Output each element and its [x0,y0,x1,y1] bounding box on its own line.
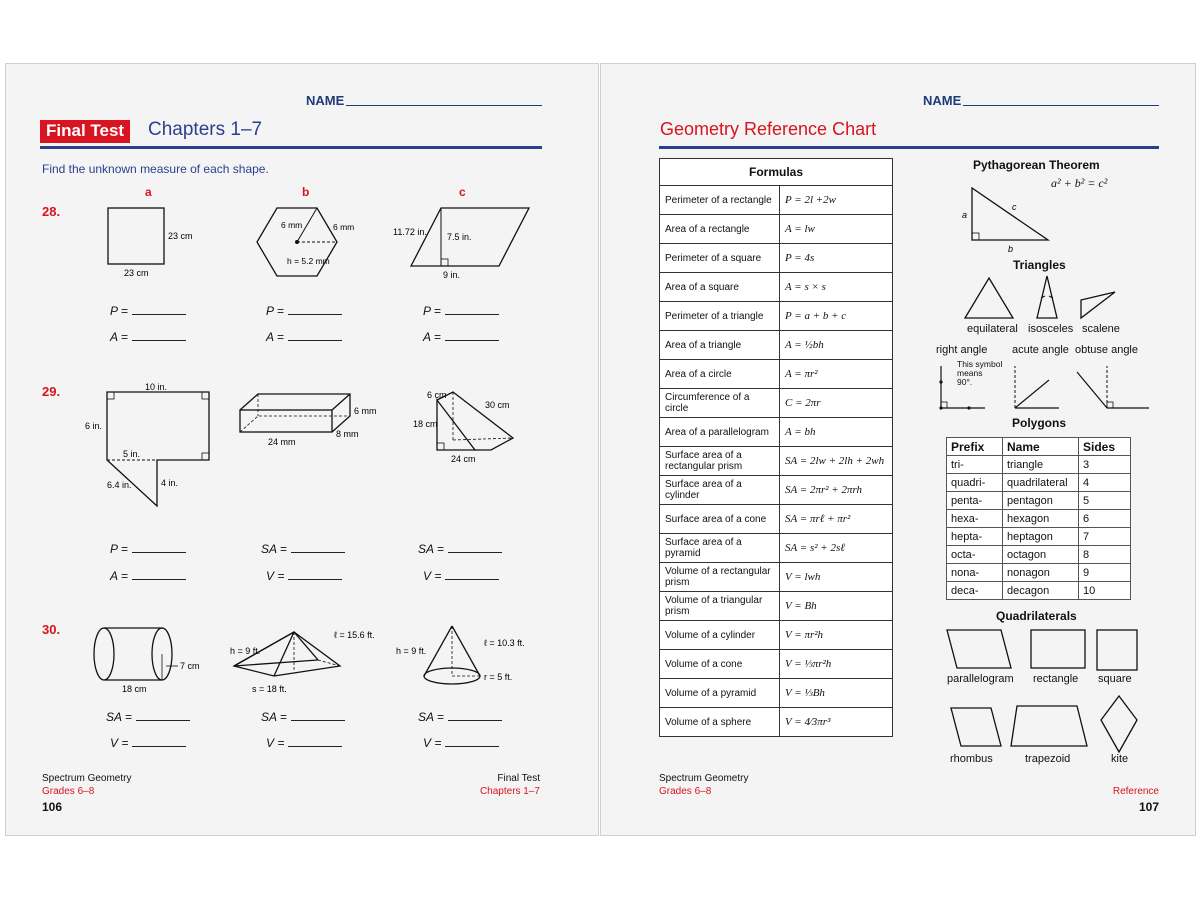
prism-length-label: 24 mm [268,437,296,447]
parallelogram-base-label: 9 in. [443,270,461,280]
page-number: 106 [42,800,63,814]
formula-name: Area of a circle [660,360,780,389]
column-b-label: b [302,185,310,199]
cone-figure [394,620,554,700]
quad-label-parallelogram: parallelogram [947,673,1014,685]
polygon-row [947,456,1131,474]
quadrilaterals-title: Quadrilaterals [996,609,1077,623]
formula-expression: V = lwh [780,563,893,592]
formula-expression: P = 4s [780,244,893,273]
formula-expression: V = Bh [780,592,893,621]
rectangular-prism-figure [234,386,384,456]
pyramid-side-label: s = 18 ft. [252,684,287,694]
footer-section: Final Test [497,773,540,784]
polygon-sides: 4 [1079,474,1131,492]
composite-top-label: 10 in. [145,382,168,392]
polygon-prefix: penta- [947,492,1003,510]
column-a-label: a [145,185,152,199]
quad-label-rectangle: rectangle [1033,673,1079,685]
formula-name: Area of a parallelogram [660,418,780,447]
formula-name: Perimeter of a triangle [660,302,780,331]
answer-30a-2[interactable]: V = [110,736,186,750]
triangle-label-isosceles: isosceles [1028,323,1074,335]
name-label: NAME [923,93,962,108]
formula-row [660,650,893,679]
composite-triangle-side-label: 4 in. [161,478,179,488]
side-a-label: a [962,210,968,220]
formula-row [660,273,893,302]
formula-row [660,621,893,650]
formula-name: Surface area of a cylinder [660,476,780,505]
instructions: Find the unknown measure of each shape. [42,162,269,176]
title-rule [659,146,1159,149]
right-triangle-figure [956,182,1066,254]
polygons-header-sides: Sides [1079,438,1131,456]
formula-name: Volume of a pyramid [660,679,780,708]
polygon-name: octagon [1003,546,1079,564]
polygon-name: decagon [1003,582,1079,600]
angle-label-right: right angle [936,344,988,356]
triangle-label-equilateral: equilateral [967,323,1018,335]
answer-28c-2[interactable]: A = [423,330,499,344]
wedge-height-label: 6 cm [427,390,447,400]
polygon-row [947,510,1131,528]
composite-figure [81,382,226,512]
right-angle-note: This symbol means 90°. [957,359,1003,387]
formula-row [660,708,893,737]
formula-row [660,331,893,360]
page-title: Chapters 1–7 [148,119,263,140]
polygon-sides: 3 [1079,456,1131,474]
formula-name: Circumference of a circle [660,389,780,418]
formula-expression: SA = πrℓ + πr² [780,505,893,534]
polygon-sides: 6 [1079,510,1131,528]
polygon-sides: 5 [1079,492,1131,510]
cylinder-figure [86,620,226,695]
polygon-prefix: octa- [947,546,1003,564]
formula-name: Area of a triangle [660,331,780,360]
formula-expression: A = s × s [780,273,893,302]
composite-hypotenuse-label: 6.4 in. [107,480,132,490]
formula-name: Perimeter of a square [660,244,780,273]
right-page [600,63,1196,836]
column-c-label: c [459,185,466,199]
polygon-name: triangle [1003,456,1079,474]
formula-expression: SA = 2πr² + 2πrh [780,476,893,505]
formula-name: Volume of a sphere [660,708,780,737]
formula-row [660,186,893,215]
page-title: Geometry Reference Chart [660,119,877,139]
polygon-row [947,582,1131,600]
hexagon-side-label-2: 6 mm [333,222,355,232]
square-figure [96,200,206,280]
formula-name: Surface area of a pyramid [660,534,780,563]
answer-29c-1[interactable]: SA = [418,542,502,556]
formula-name: Volume of a cylinder [660,621,780,650]
cylinder-radius-label: 7 cm [180,661,200,671]
cone-slant-label: ℓ = 10.3 ft. [484,638,525,648]
formula-row [660,360,893,389]
prism-width-label: 8 mm [336,429,359,439]
formula-expression: V = πr²h [780,621,893,650]
pyramid-figure [228,620,388,700]
formula-row [660,563,893,592]
formula-name: Area of a rectangle [660,215,780,244]
polygon-name: nonagon [1003,564,1079,582]
wedge-base-label: 24 cm [451,454,476,464]
formula-name: Volume of a cone [660,650,780,679]
polygon-sides: 9 [1079,564,1131,582]
polygon-name: heptagon [1003,528,1079,546]
polygons-header-prefix: Prefix [947,438,1003,456]
answer-28b-1[interactable]: P = [266,304,342,318]
left-page [5,63,599,836]
pythagorean-title: Pythagorean Theorem [973,158,1100,172]
footer-section: Reference [1112,786,1159,797]
polygon-prefix: hepta- [947,528,1003,546]
name-line [346,105,542,106]
polygons-table [946,437,1131,600]
problem-number-28: 28. [42,204,61,219]
square-side-label: 23 cm [168,231,193,241]
parallelogram-figure [391,200,551,285]
pyramid-slant-label: ℓ = 15.6 ft. [334,630,375,640]
cylinder-length-label: 18 cm [122,684,147,694]
triangle-label-scalene: scalene [1082,323,1120,335]
pyramid-height-label: h = 9 ft. [230,646,261,656]
cone-height-label: h = 9 ft. [396,646,427,656]
formula-expression: A = ½bh [780,331,893,360]
wedge-hypotenuse-label: 30 cm [485,400,510,410]
angles-figure [931,360,1161,414]
formula-row [660,476,893,505]
formula-expression: V = ⅓πr²h [780,650,893,679]
problem-number-29: 29. [42,384,61,399]
formula-expression: P = 2l +2w [780,186,893,215]
polygon-prefix: tri- [947,456,1003,474]
triangles-title: Triangles [1013,258,1066,272]
answer-29b-1[interactable]: SA = [261,542,345,556]
problem-number-30: 30. [42,622,61,637]
name-label: NAME [306,93,345,108]
triangular-prism-figure [411,386,551,466]
polygon-row [947,528,1131,546]
formula-expression: P = a + b + c [780,302,893,331]
formula-expression: V = ⅓Bh [780,679,893,708]
formula-row [660,215,893,244]
formula-name: Volume of a triangular prism [660,592,780,621]
polygon-prefix: hexa- [947,510,1003,528]
formula-name: Perimeter of a rectangle [660,186,780,215]
footer-book: Spectrum Geometry [42,773,132,784]
side-b-label: b [1008,244,1014,254]
polygon-row [947,546,1131,564]
answer-30a-1[interactable]: SA = [106,710,190,724]
answer-30c-2[interactable]: V = [423,736,499,750]
parallelogram-side-label: 11.72 in. [393,227,427,237]
formula-name: Volume of a rectangular prism [660,563,780,592]
quad-label-square: square [1098,673,1132,685]
polygon-row [947,474,1131,492]
formula-row [660,389,893,418]
footer-section-sub: Chapters 1–7 [479,786,540,797]
polygon-name: pentagon [1003,492,1079,510]
answer-28a-2[interactable]: A = [110,330,186,344]
formula-row [660,418,893,447]
formula-expression: A = πr² [780,360,893,389]
hexagon-side-label-1: 6 mm [281,220,303,230]
pythagorean-formula: a² + b² = c² [1051,176,1108,190]
parallelogram-height-label: 7.5 in. [447,232,472,242]
angle-label-acute: acute angle [1012,344,1069,356]
formula-name: Surface area of a cone [660,505,780,534]
polygon-sides: 10 [1079,582,1131,600]
answer-28c-1[interactable]: P = [423,304,499,318]
composite-mid-label: 5 in. [123,449,141,459]
answer-30b-2[interactable]: V = [266,736,342,750]
polygons-header-name: Name [1003,438,1079,456]
final-test-badge: Final Test [40,120,130,143]
footer-grades: Grades 6–8 [42,786,95,797]
title-rule [40,146,542,149]
formula-row [660,244,893,273]
formula-row [660,505,893,534]
polygon-row [947,564,1131,582]
formula-row [660,679,893,708]
answer-29b-2[interactable]: V = [266,569,342,583]
formula-row [660,302,893,331]
composite-left-label: 6 in. [85,421,103,431]
formula-row [660,447,893,476]
page-number: 107 [1138,800,1159,814]
polygon-row [947,492,1131,510]
wedge-left-label: 18 cm [413,419,438,429]
quad-label-kite: kite [1111,753,1129,765]
angle-label-obtuse: obtuse angle [1075,344,1138,356]
formula-expression: C = 2πr [780,389,893,418]
name-line [963,105,1159,106]
answer-29c-2[interactable]: V = [423,569,499,583]
formula-expression: SA = s² + 2sℓ [780,534,893,563]
formulas-table [659,158,893,737]
formula-name: Area of a square [660,273,780,302]
formula-row [660,592,893,621]
polygon-name: quadrilateral [1003,474,1079,492]
polygon-prefix: quadri- [947,474,1003,492]
formula-expression: A = bh [780,418,893,447]
hexagon-height-label: h = 5.2 mm [287,256,330,266]
answer-29a-2[interactable]: A = [110,569,186,583]
quad-label-trapezoid: trapezoid [1025,753,1071,765]
formulas-header: Formulas [660,159,893,186]
polygon-sides: 7 [1079,528,1131,546]
footer-grades: Grades 6–8 [659,786,712,797]
triangles-figure [951,270,1171,326]
polygons-title: Polygons [1012,416,1067,430]
polygon-prefix: deca- [947,582,1003,600]
formula-expression: A = lw [780,215,893,244]
answer-30c-1[interactable]: SA = [418,710,502,724]
formula-expression: SA = 2lw + 2lh + 2wh [780,447,893,476]
polygon-sides: 8 [1079,546,1131,564]
hexagon-figure [249,200,374,285]
footer-book: Spectrum Geometry [659,773,749,784]
formula-expression: V = 4⁄3πr³ [780,708,893,737]
answer-29a-1[interactable]: P = [110,542,186,556]
answer-30b-1[interactable]: SA = [261,710,345,724]
polygon-prefix: nona- [947,564,1003,582]
answer-28a-1[interactable]: P = [110,304,186,318]
prism-height-label: 6 mm [354,406,377,416]
formula-row [660,534,893,563]
cone-radius-label: r = 5 ft. [484,672,513,682]
formula-name: Surface area of a rectangular prism [660,447,780,476]
answer-28b-2[interactable]: A = [266,330,342,344]
side-c-label: c [1012,202,1017,212]
square-bottom-label: 23 cm [124,268,149,278]
quadrilaterals-figure [941,624,1151,756]
quad-label-rhombus: rhombus [950,753,993,765]
polygon-name: hexagon [1003,510,1079,528]
